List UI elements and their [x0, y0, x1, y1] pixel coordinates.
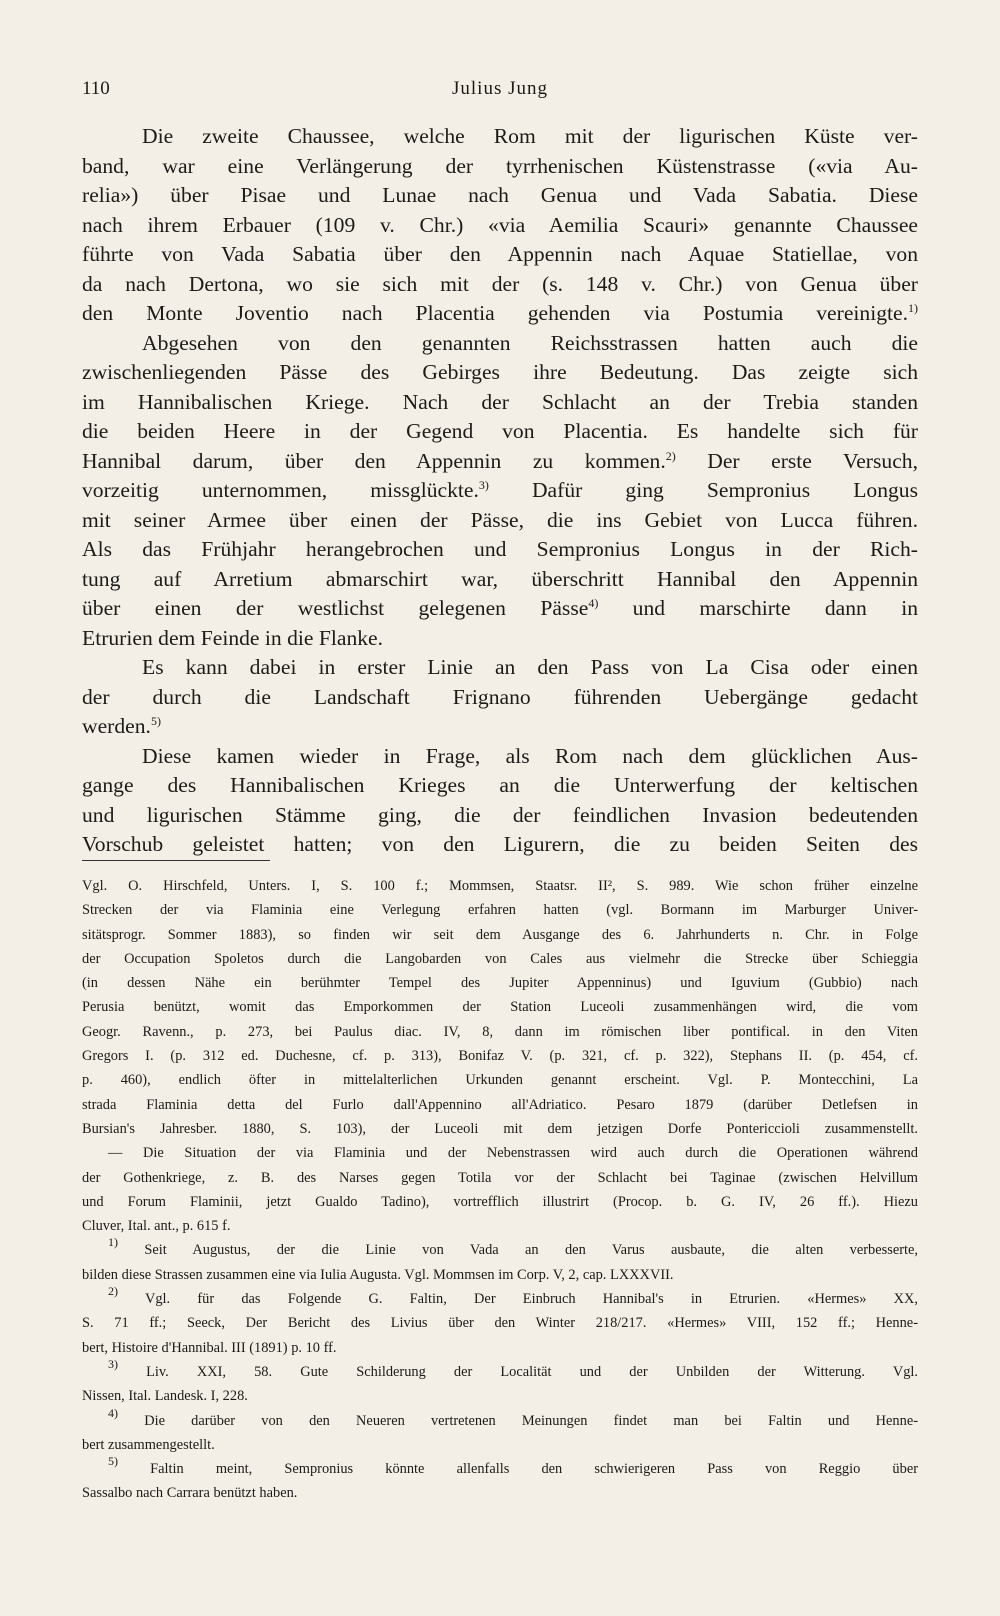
line-text: vorzeitig unternommen, missglückte.	[82, 478, 479, 502]
line-text: Nissen, Ital. Landesk. I, 228.	[82, 1388, 248, 1405]
line-text-tail: Dafür ging Sempronius Longus	[488, 478, 918, 502]
body-line	[82, 506, 918, 536]
body-line	[82, 358, 918, 388]
page-number: 110	[82, 78, 110, 99]
line-text: Es kann dabei in erster Linie an den Pass von La Cisa oder einen	[142, 655, 918, 679]
line-text: den Monte Joventio nach Placentia gehenden via Postumia vereinigte.	[82, 301, 908, 325]
body-line	[82, 476, 918, 506]
footnote-marker: 4)	[108, 1405, 118, 1420]
line-text: werden.	[82, 714, 151, 738]
footnote-line	[82, 874, 918, 898]
body-line	[82, 240, 918, 270]
line-text: bert, Histoire d'Hannibal. III (1891) p. 10 ff.	[82, 1339, 337, 1356]
line-text: im Hannibalischen Kriege. Nach der Schlacht an der Trebia standen	[82, 389, 918, 414]
body-line	[82, 181, 918, 211]
line-text: S. 71 ff.; Seeck, Der Bericht des Livius über den Winter 218/217. «Hermes» VIII, 152 ff.; Henne-	[82, 1315, 918, 1332]
body-line	[82, 594, 918, 624]
footnote-line	[82, 1068, 918, 1092]
footnote-rule	[82, 860, 270, 861]
body-text	[82, 122, 918, 860]
footnote-marker: 5)	[108, 1454, 118, 1469]
footnote-line	[82, 1093, 918, 1117]
footnote-ref: 2)	[665, 448, 676, 463]
line-text: der Gothenkriege, z. B. des Narses gegen Totila vor der Schlacht bei Taginae (zwischen Helvillum	[82, 1169, 918, 1186]
footnote-line	[82, 1284, 918, 1311]
body-line	[82, 653, 918, 683]
footnote-line	[82, 1235, 918, 1262]
footnote-line	[82, 1433, 918, 1457]
line-text: Etrurien dem Feinde in die Flanke.	[82, 625, 384, 650]
line-text: tung auf Arretium abmarschirt war, überschritt Hannibal den Appennin	[82, 566, 918, 591]
body-line	[82, 565, 918, 595]
line-text: Hannibal darum, über den Appennin zu kommen.	[82, 448, 666, 473]
line-text: zwischenliegenden Pässe des Gebirges ihre Bedeutung. Das zeigte sich	[82, 360, 918, 384]
body-line	[82, 122, 918, 152]
footnote-line	[82, 1190, 918, 1214]
footnote-line	[82, 1336, 918, 1360]
line-text: Bursian's Jahresber. 1880, S. 103), der Luceoli mit dem jetzigen Dorfe Pontericcioli zusammenstellt.	[82, 1120, 918, 1137]
footnote-line	[82, 1481, 918, 1505]
footnote-line	[82, 1263, 918, 1287]
footnote-line	[82, 1166, 918, 1190]
body-line	[82, 417, 918, 447]
footnote-marker: 1)	[108, 1235, 118, 1250]
body-line	[82, 742, 918, 772]
line-text-tail: Der erste Versuch,	[675, 448, 918, 473]
line-text: Abgesehen von den genannten Reichsstrassen hatten auch die	[142, 330, 918, 355]
line-text: Strecken der via Flaminia eine Verlegung erfahren hatten (vgl. Bormann im Marburger Univer-	[82, 902, 918, 919]
footnote-line	[82, 971, 918, 995]
line-text: relia») über Pisae und Lunae nach Genua und Vada Sabatia. Diese	[82, 183, 918, 207]
footnote-line	[82, 1384, 918, 1408]
footnote-line	[82, 1117, 918, 1141]
line-text: Perusia benützt, womit das Emporkommen der Station Luceoli zusammenhängen wird, die vom	[82, 999, 918, 1016]
line-text: p. 460), endlich öfter in mittelalterlichen Urkunden genannt erscheint. Vgl. P. Montecchini, La	[82, 1072, 918, 1089]
footnotes	[82, 874, 918, 1506]
line-text: Die darüber von den Neueren vertretenen Meinungen findet man bei Faltin und Henne-	[118, 1412, 918, 1429]
footnote-line	[82, 1214, 918, 1238]
line-text: Die zweite Chaussee, welche Rom mit der ligurischen Küste ver-	[142, 124, 918, 148]
line-text: führte von Vada Sabatia über den Appennin nach Aquae Statiellae, von	[82, 242, 918, 266]
line-text: Liv. XXI, 58. Gute Schilderung der Localität und der Unbilden der Witterung. Vgl.	[118, 1363, 918, 1380]
footnote-line	[82, 1356, 918, 1384]
line-text: über einen der westlichst gelegenen Pässe	[82, 596, 589, 620]
body-line	[82, 535, 918, 565]
footnote-line	[82, 995, 918, 1019]
line-text: Als das Frühjahr herangebrochen und Sempronius Longus in der Rich-	[82, 537, 918, 561]
footnote-marker: 2)	[108, 1284, 118, 1299]
line-text: der durch die Landschaft Frignano führenden Uebergänge gedacht	[82, 684, 918, 709]
footnote-line	[82, 1311, 918, 1335]
body-line	[82, 152, 918, 182]
line-text: mit seiner Armee über einen der Pässe, die ins Gebiet von Lucca führen.	[82, 507, 918, 532]
footnote-line	[82, 1405, 918, 1433]
running-head: Julius Jung	[452, 78, 548, 99]
line-text: Diese kamen wieder in Frage, als Rom nach dem glücklichen Aus-	[142, 743, 918, 768]
footnote-ref: 4)	[588, 596, 599, 610]
footnote-marker: 3)	[108, 1356, 118, 1371]
line-text: Geogr. Ravenn., p. 273, bei Paulus diac. IV, 8, dann im römischen liber pontifical. in den Viten	[82, 1023, 918, 1040]
line-text: und Forum Flaminii, jetzt Gualdo Tadino), vortrefflich illustrirt (Procop. b. G. IV, 26 ff.). Hiezu	[82, 1193, 918, 1210]
footnote-line	[82, 898, 918, 922]
line-text-tail: und marschirte dann in	[598, 596, 918, 620]
line-text: da nach Dertona, wo sie sich mit der (s. 148 v. Chr.) von Genua über	[82, 271, 918, 296]
line-text: strada Flaminia detta del Furlo dall'Appennino all'Adriatico. Pesaro 1879 (darüber Detlefsen in	[82, 1096, 918, 1113]
footnote-line	[82, 1141, 918, 1165]
footnote-line	[82, 1044, 918, 1068]
line-text: band, war eine Verlängerung der tyrrhenischen Küstenstrasse («via Au-	[82, 153, 918, 178]
body-line	[82, 683, 918, 713]
footnote-line	[82, 1454, 918, 1481]
line-text: die beiden Heere in der Gegend von Placentia. Es handelte sich für	[82, 419, 918, 443]
line-text: Seit Augustus, der die Linie von Vada an den Varus ausbaute, die alten verbesserte,	[118, 1242, 918, 1259]
line-text: Vgl. für das Folgende G. Faltin, Der Einbruch Hannibal's in Etrurien. «Hermes» XX,	[118, 1291, 918, 1308]
line-text: (in dessen Nähe ein berühmter Tempel des Jupiter Appenninus) und Iguvium (Gubbio) nach	[82, 975, 918, 992]
body-line	[82, 771, 918, 801]
line-text: sitätsprogr. Sommer 1883), so finden wir seit dem Ausgange des 6. Jahrhunderts n. Chr. in Folge	[82, 926, 918, 943]
line-text: bilden diese Strassen zusammen eine via Iulia Augusta. Vgl. Mommsen im Corp. V, 2, cap. LXXXVII.	[82, 1266, 674, 1283]
body-line	[82, 830, 918, 860]
line-text: Vorschub geleistet hatten; von den Ligurern, die zu beiden Seiten des	[82, 832, 918, 856]
body-line	[82, 801, 918, 831]
line-text: und ligurischen Stämme ging, die der feindlichen Invasion bedeutenden	[82, 802, 918, 827]
line-text: Sassalbo nach Carrara benützt haben.	[82, 1485, 298, 1502]
footnote-ref: 1)	[908, 301, 918, 315]
body-line	[82, 624, 918, 654]
line-text: Faltin meint, Sempronius könnte allenfalls den schwierigeren Pass von Reggio über	[118, 1461, 918, 1478]
footnote-line	[82, 923, 918, 947]
body-line	[82, 270, 918, 300]
body-line	[82, 388, 918, 418]
line-text: bert zusammengestellt.	[82, 1436, 215, 1453]
footnote-ref: 3)	[478, 478, 489, 492]
line-text: gange des Hannibalischen Krieges an die Unterwerfung der keltischen	[82, 773, 918, 797]
line-text: Vgl. O. Hirschfeld, Unters. I, S. 100 f.; Mommsen, Staatsr. II², S. 989. Wie schon früher einzelne	[82, 878, 918, 894]
footnote-line	[82, 947, 918, 971]
line-text: — Die Situation der via Flaminia und der Nebenstrassen wird auch durch die Operationen während	[108, 1145, 918, 1162]
body-line	[82, 329, 918, 359]
line-text: Cluver, Ital. ant., p. 615 f.	[82, 1218, 231, 1235]
body-line	[82, 299, 918, 329]
footnote-line	[82, 1020, 918, 1044]
footnote-ref: 5)	[150, 714, 161, 728]
body-line	[82, 447, 918, 477]
body-line	[82, 211, 918, 241]
line-text: Gregors I. (p. 312 ed. Duchesne, cf. p. 313), Bonifaz V. (p. 321, cf. p. 322), Stephans II. (p. 454, cf.	[82, 1048, 918, 1065]
line-text: nach ihrem Erbauer (109 v. Chr.) «via Aemilia Scauri» genannte Chaussee	[82, 212, 918, 237]
line-text: der Occupation Spoletos durch die Langobarden von Cales aus vielmehr die Strecke über Schieggia	[82, 950, 918, 967]
page-header	[82, 78, 918, 108]
body-line	[82, 712, 918, 742]
